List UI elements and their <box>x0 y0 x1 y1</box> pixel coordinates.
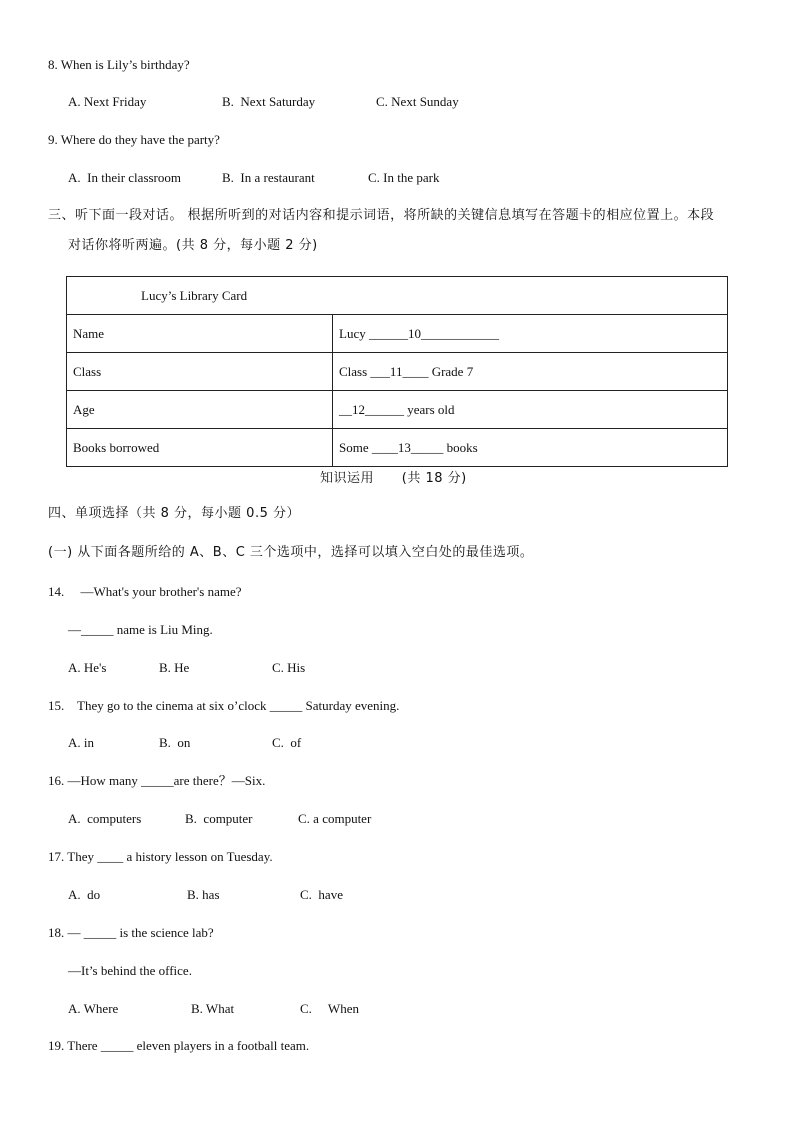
q18-question: 18. — _____ is the science lab? <box>48 925 214 940</box>
q9-question: 9. Where do they have the party? <box>48 132 220 147</box>
section3-instruction-line1: 三、听下面一段对话。 根据所听到的对话内容和提示词语，将所缺的关键信息填写在答题卡的相应位置上。本段 <box>48 208 715 223</box>
books-label: Books borrowed <box>67 429 333 467</box>
age-label: Age <box>67 391 333 429</box>
library-card-table <box>66 276 728 467</box>
q18-option-b: B. What <box>191 1001 235 1016</box>
name-label: Name <box>67 315 333 353</box>
table-row <box>67 391 728 429</box>
q18-option-c: C. When <box>300 1001 359 1016</box>
q17-question: 17. They ____ a history lesson on Tuesday. <box>48 849 273 864</box>
q17-option-a: A. do <box>68 887 101 902</box>
class-label: Class <box>67 353 333 391</box>
q8-option-a: A. Next Friday <box>68 94 147 109</box>
q15-option-b: B. on <box>159 735 191 750</box>
q9-option-c: C. In the park <box>368 170 440 185</box>
q19-question: 19. There _____ eleven players in a football team. <box>48 1038 310 1053</box>
q18-answer-line: —It’s behind the office. <box>68 963 192 978</box>
q14-option-a: A. He's <box>68 660 107 675</box>
q8-option-c: C. Next Sunday <box>376 94 459 109</box>
library-card-title: Lucy’s Library Card <box>67 277 728 315</box>
table-row <box>67 315 728 353</box>
q8-option-b: B. Next Saturday <box>222 94 316 109</box>
q14-option-c: C. His <box>272 660 306 675</box>
table-row <box>67 353 728 391</box>
q14-option-b: B. He <box>159 660 190 675</box>
q17-option-b: B. has <box>187 887 220 902</box>
class-blank: Class ___11____ Grade 7 <box>333 353 728 391</box>
library-card-title-row <box>67 277 728 315</box>
q15-question: 15. They go to the cinema at six o’clock _____ Saturday evening. <box>48 698 400 713</box>
q16-question: 16. —How many _____are there？—Six. <box>48 773 266 788</box>
table-row <box>67 429 728 467</box>
section4-heading: 四、单项选择（共 8 分，每小题 0.5 分） <box>48 506 300 521</box>
knowledge-section-heading: 知识运用 (共 18 分) <box>320 471 467 486</box>
name-blank: Lucy ______10____________ <box>333 315 728 353</box>
q17-option-c: C. have <box>300 887 343 902</box>
q9-option-b: B. In a restaurant <box>222 170 315 185</box>
books-blank: Some ____13_____ books <box>333 429 728 467</box>
q9-option-a: A. In their classroom <box>68 170 182 185</box>
section3-instruction-line2: 对话你将听两遍。(共 8 分，每小题 2 分) <box>68 238 318 253</box>
q15-option-c: C. of <box>272 735 302 750</box>
q16-option-a: A. computers <box>68 811 142 826</box>
q18-option-a: A. Where <box>68 1001 119 1016</box>
q16-option-b: B. computer <box>185 811 253 826</box>
section4-instruction: (一) 从下面各题所给的 A、B、C 三个选项中，选择可以填入空白处的最佳选项。 <box>48 545 534 560</box>
q14-answer-line: —_____ name is Liu Ming. <box>68 622 213 637</box>
q15-option-a: A. in <box>68 735 94 750</box>
q16-option-c: C. a computer <box>298 811 372 826</box>
age-blank: __12______ years old <box>333 391 728 429</box>
q14-question: 14. —What's your brother's name? <box>48 584 242 599</box>
q8-question: 8. When is Lily’s birthday? <box>48 57 190 72</box>
